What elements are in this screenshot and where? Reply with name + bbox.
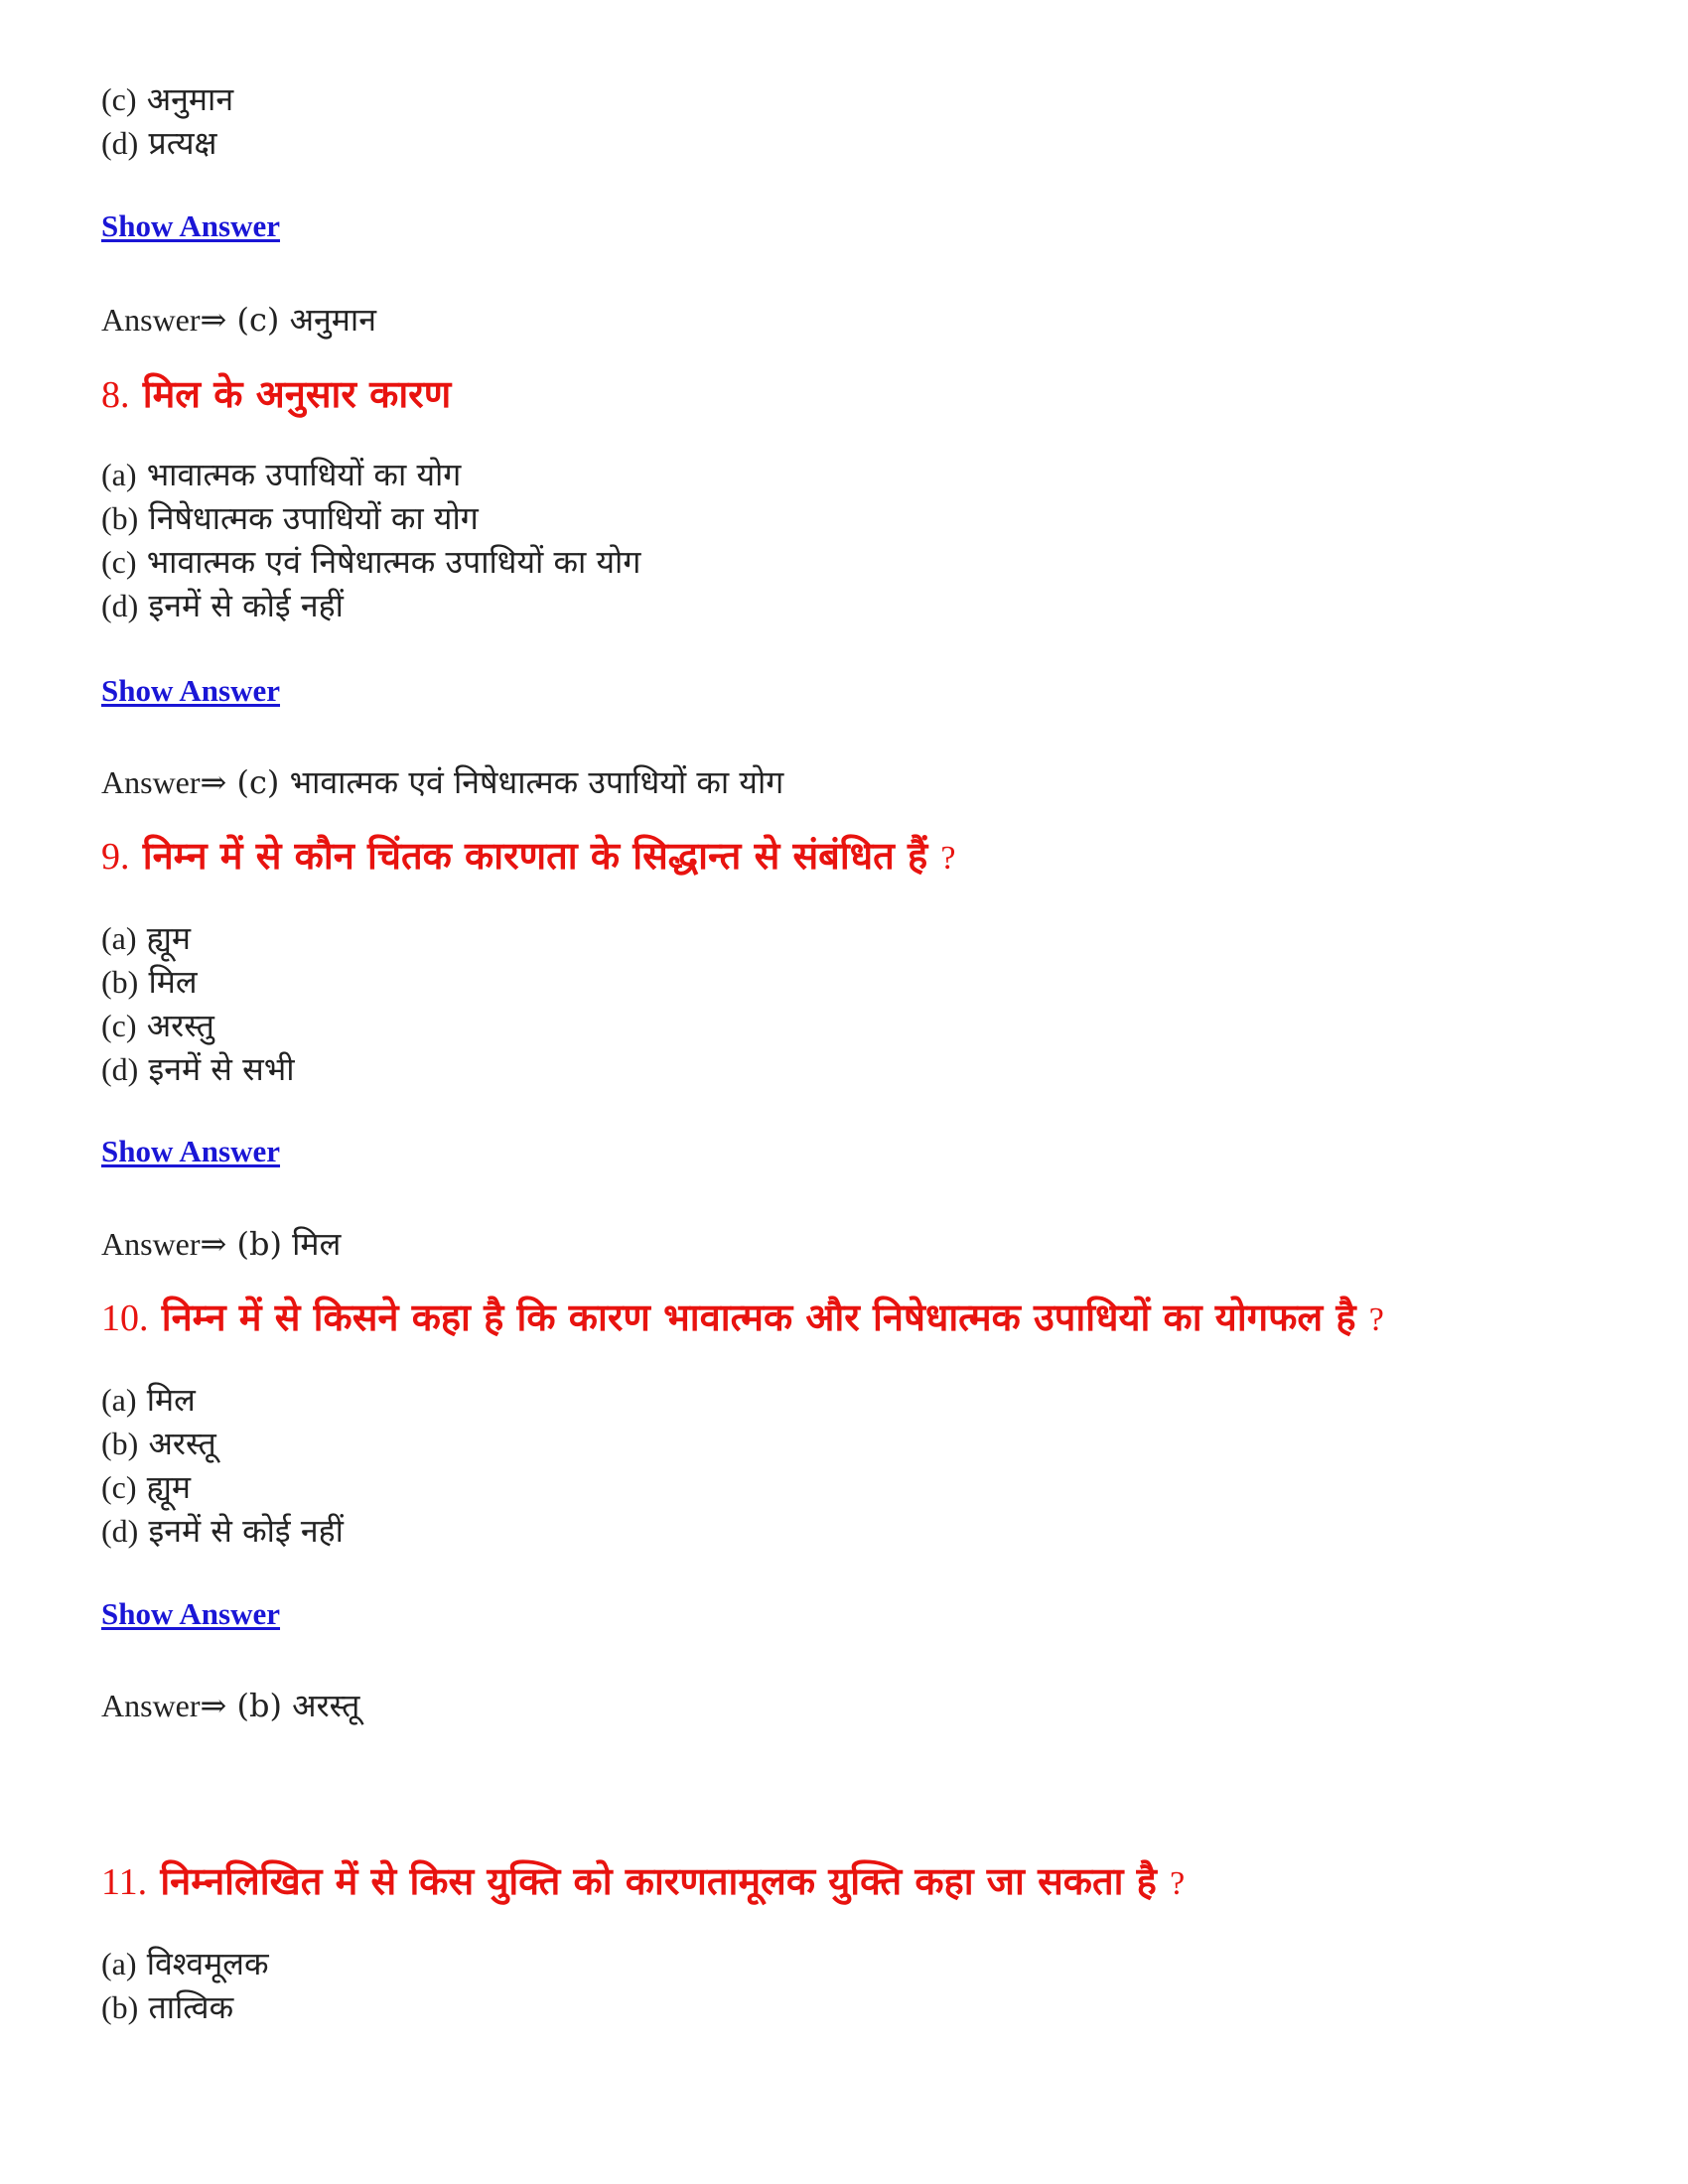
show-answer-link[interactable]: Show Answer (101, 208, 281, 243)
option-b: (b) तात्विक (101, 1988, 234, 2026)
option-c: (c) ह्यूम (101, 1468, 192, 1506)
option-d: (d) इनमें से सभी (101, 1050, 295, 1088)
answer-text: Answer⇒ (b) अरस्तू (101, 1687, 360, 1724)
question-9-options (101, 916, 295, 1091)
answer-text: Answer⇒ (c) अनुमान (101, 301, 376, 339)
option-d: (d) प्रत्यक्ष (101, 124, 217, 162)
question-10-options (101, 1378, 344, 1553)
option-d: (d) इनमें से कोई नहीं (101, 1512, 344, 1550)
question-11-title: 11. निम्नलिखित में से किस युक्ति को कारणतामूलक युक्ति कहा जा सकता है ? (101, 1858, 1186, 1903)
question-11-options (101, 1942, 269, 2029)
question-8-options (101, 453, 640, 627)
question-10-title: 10. निम्न में से किसने कहा है कि कारण भावात्मक और निषेधात्मक उपाधियों का योगफल है ? (101, 1295, 1384, 1339)
show-answer-link[interactable]: Show Answer (101, 673, 281, 708)
question-9-title: 9. निम्न में से कौन चिंतक कारणता के सिद्धान्त से संबंधित हैं ? (101, 833, 956, 878)
option-b: (b) अरस्तू (101, 1425, 216, 1462)
option-c: (c) अनुमान (101, 80, 234, 118)
option-a: (a) भावात्मक उपाधियों का योग (101, 456, 462, 493)
question-8-title: 8. मिल के अनुसार कारण (101, 371, 452, 416)
answer-text: Answer⇒ (c) भावात्मक एवं निषेधात्मक उपाधियों का योग (101, 763, 784, 801)
option-a: (a) ह्यूम (101, 919, 192, 957)
show-answer-link[interactable]: Show Answer (101, 1134, 281, 1168)
option-b: (b) निषेधात्मक उपाधियों का योग (101, 499, 479, 537)
prev-question-options (101, 77, 233, 165)
option-d: (d) इनमें से कोई नहीं (101, 587, 344, 624)
option-a: (a) मिल (101, 1381, 196, 1419)
option-c: (c) अरस्तु (101, 1007, 214, 1044)
option-a: (a) विश्वमूलक (101, 1945, 269, 1982)
show-answer-link[interactable]: Show Answer (101, 1596, 281, 1631)
option-b: (b) मिल (101, 963, 198, 1001)
option-c: (c) भावात्मक एवं निषेधात्मक उपाधियों का योग (101, 543, 641, 581)
answer-text: Answer⇒ (b) मिल (101, 1225, 342, 1263)
